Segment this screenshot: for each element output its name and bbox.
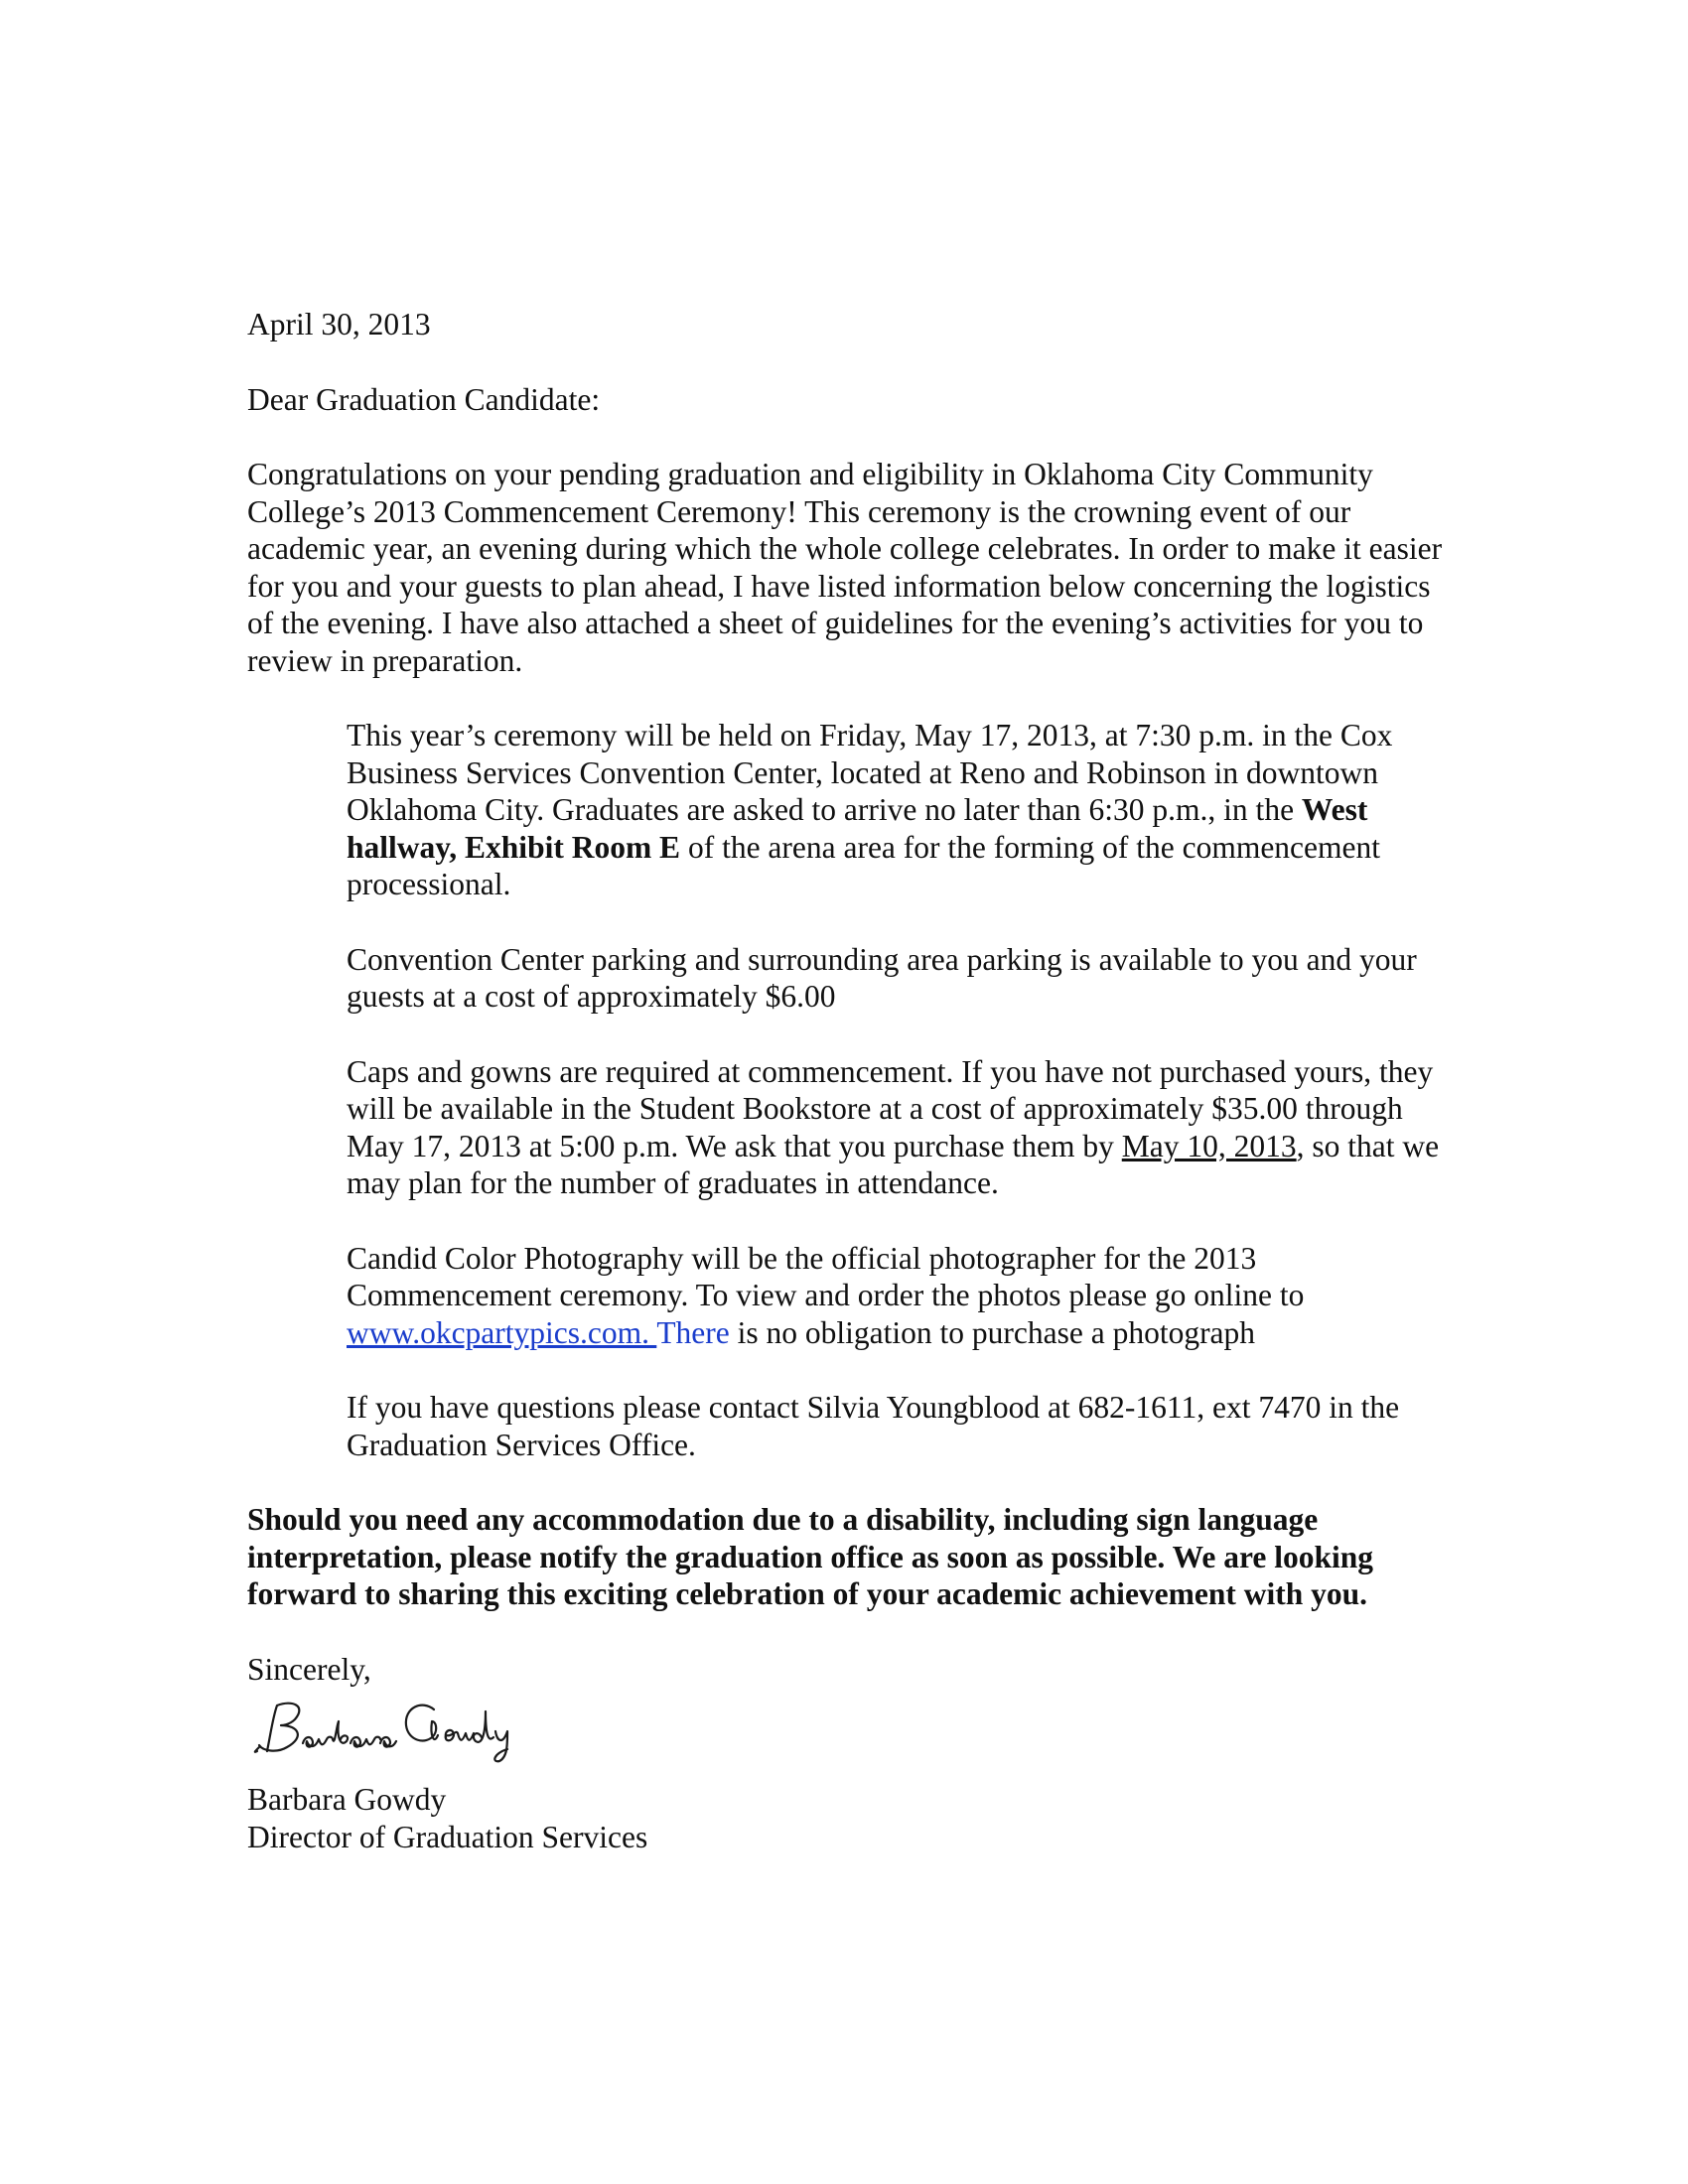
logistics-list bbox=[247, 717, 1459, 1463]
signer-title: Director of Graduation Services bbox=[247, 1819, 648, 1854]
letter bbox=[247, 306, 1459, 1855]
list-item-text: Convention Center parking and surrounding area parking is available to you and your guests at a cost of approximately $6.00 bbox=[347, 941, 1417, 1014]
accommodation-note: Should you need any accommodation due to a disability, including sign language interpretation, please notify the graduation office as soon as possible. We are looking forward to sharing this exciting celebration of your academic achievement with you. bbox=[247, 1502, 1374, 1611]
signer-name: Barbara Gowdy bbox=[247, 1782, 447, 1817]
letter-date: April 30, 2013 bbox=[247, 307, 431, 341]
list-item bbox=[247, 717, 1459, 903]
location-emphasis: West hallway, Exhibit Room E bbox=[347, 792, 1368, 865]
list-item-text: If you have questions please contact Silvia Youngblood at 682-1611, ext 7470 in the Graduation Services Office. bbox=[347, 1390, 1400, 1462]
list-item-text: Candid Color Photography will be the official photographer for the 2013 Commencement ceremony. To view and order the photos please go online to bbox=[347, 1240, 1305, 1312]
photos-website-link[interactable]: www.okcpartypics.com. bbox=[347, 1314, 657, 1350]
list-item-text: Caps and gowns are required at commencement. If you have not purchased yours, they will be available in the Student Bookstore at a cost of approximately $35.00 through May 17, 2013 at 5:00 p.m. We ask that you purchase them by bbox=[347, 1053, 1434, 1163]
signature bbox=[247, 1692, 545, 1771]
list-item-text: There bbox=[656, 1314, 730, 1350]
list-item bbox=[247, 1240, 1459, 1352]
deadline-date: May 10, 2013 bbox=[1121, 1128, 1297, 1163]
salutation: Dear Graduation Candidate: bbox=[247, 381, 601, 417]
intro-paragraph: Congratulations on your pending graduation and eligibility in Oklahoma City Community College’s 2013 Commencement Ceremony! This ceremony is the crowning event of our academic year, an evening during which the whole college celebrates. In order to make it easier for you and your guests to plan ahead, I have listed information below concerning the logistics of the evening. I have also attached a sheet of guidelines for the evening’s activities for you to review in preparation. bbox=[247, 457, 1443, 678]
list-item bbox=[247, 1389, 1459, 1463]
list-item-text: is no obligation to purchase a photograph bbox=[729, 1314, 1256, 1350]
list-item bbox=[247, 941, 1459, 1016]
closing: Sincerely, bbox=[247, 1651, 371, 1687]
list-item-text: This year’s ceremony will be held on Friday, May 17, 2013, at 7:30 p.m. in the Cox Business Services Convention Center, located at Reno and Robinson in downtown Oklahoma City. Graduates are asked to arrive no later than 6:30 p.m., in the bbox=[347, 718, 1393, 827]
list-item-text: of the arena area for the forming of the commencement processional. bbox=[347, 829, 1380, 901]
list-item bbox=[247, 1053, 1459, 1202]
list-item-text: , so that we may plan for the number of graduates in attendance. bbox=[347, 1128, 1440, 1200]
